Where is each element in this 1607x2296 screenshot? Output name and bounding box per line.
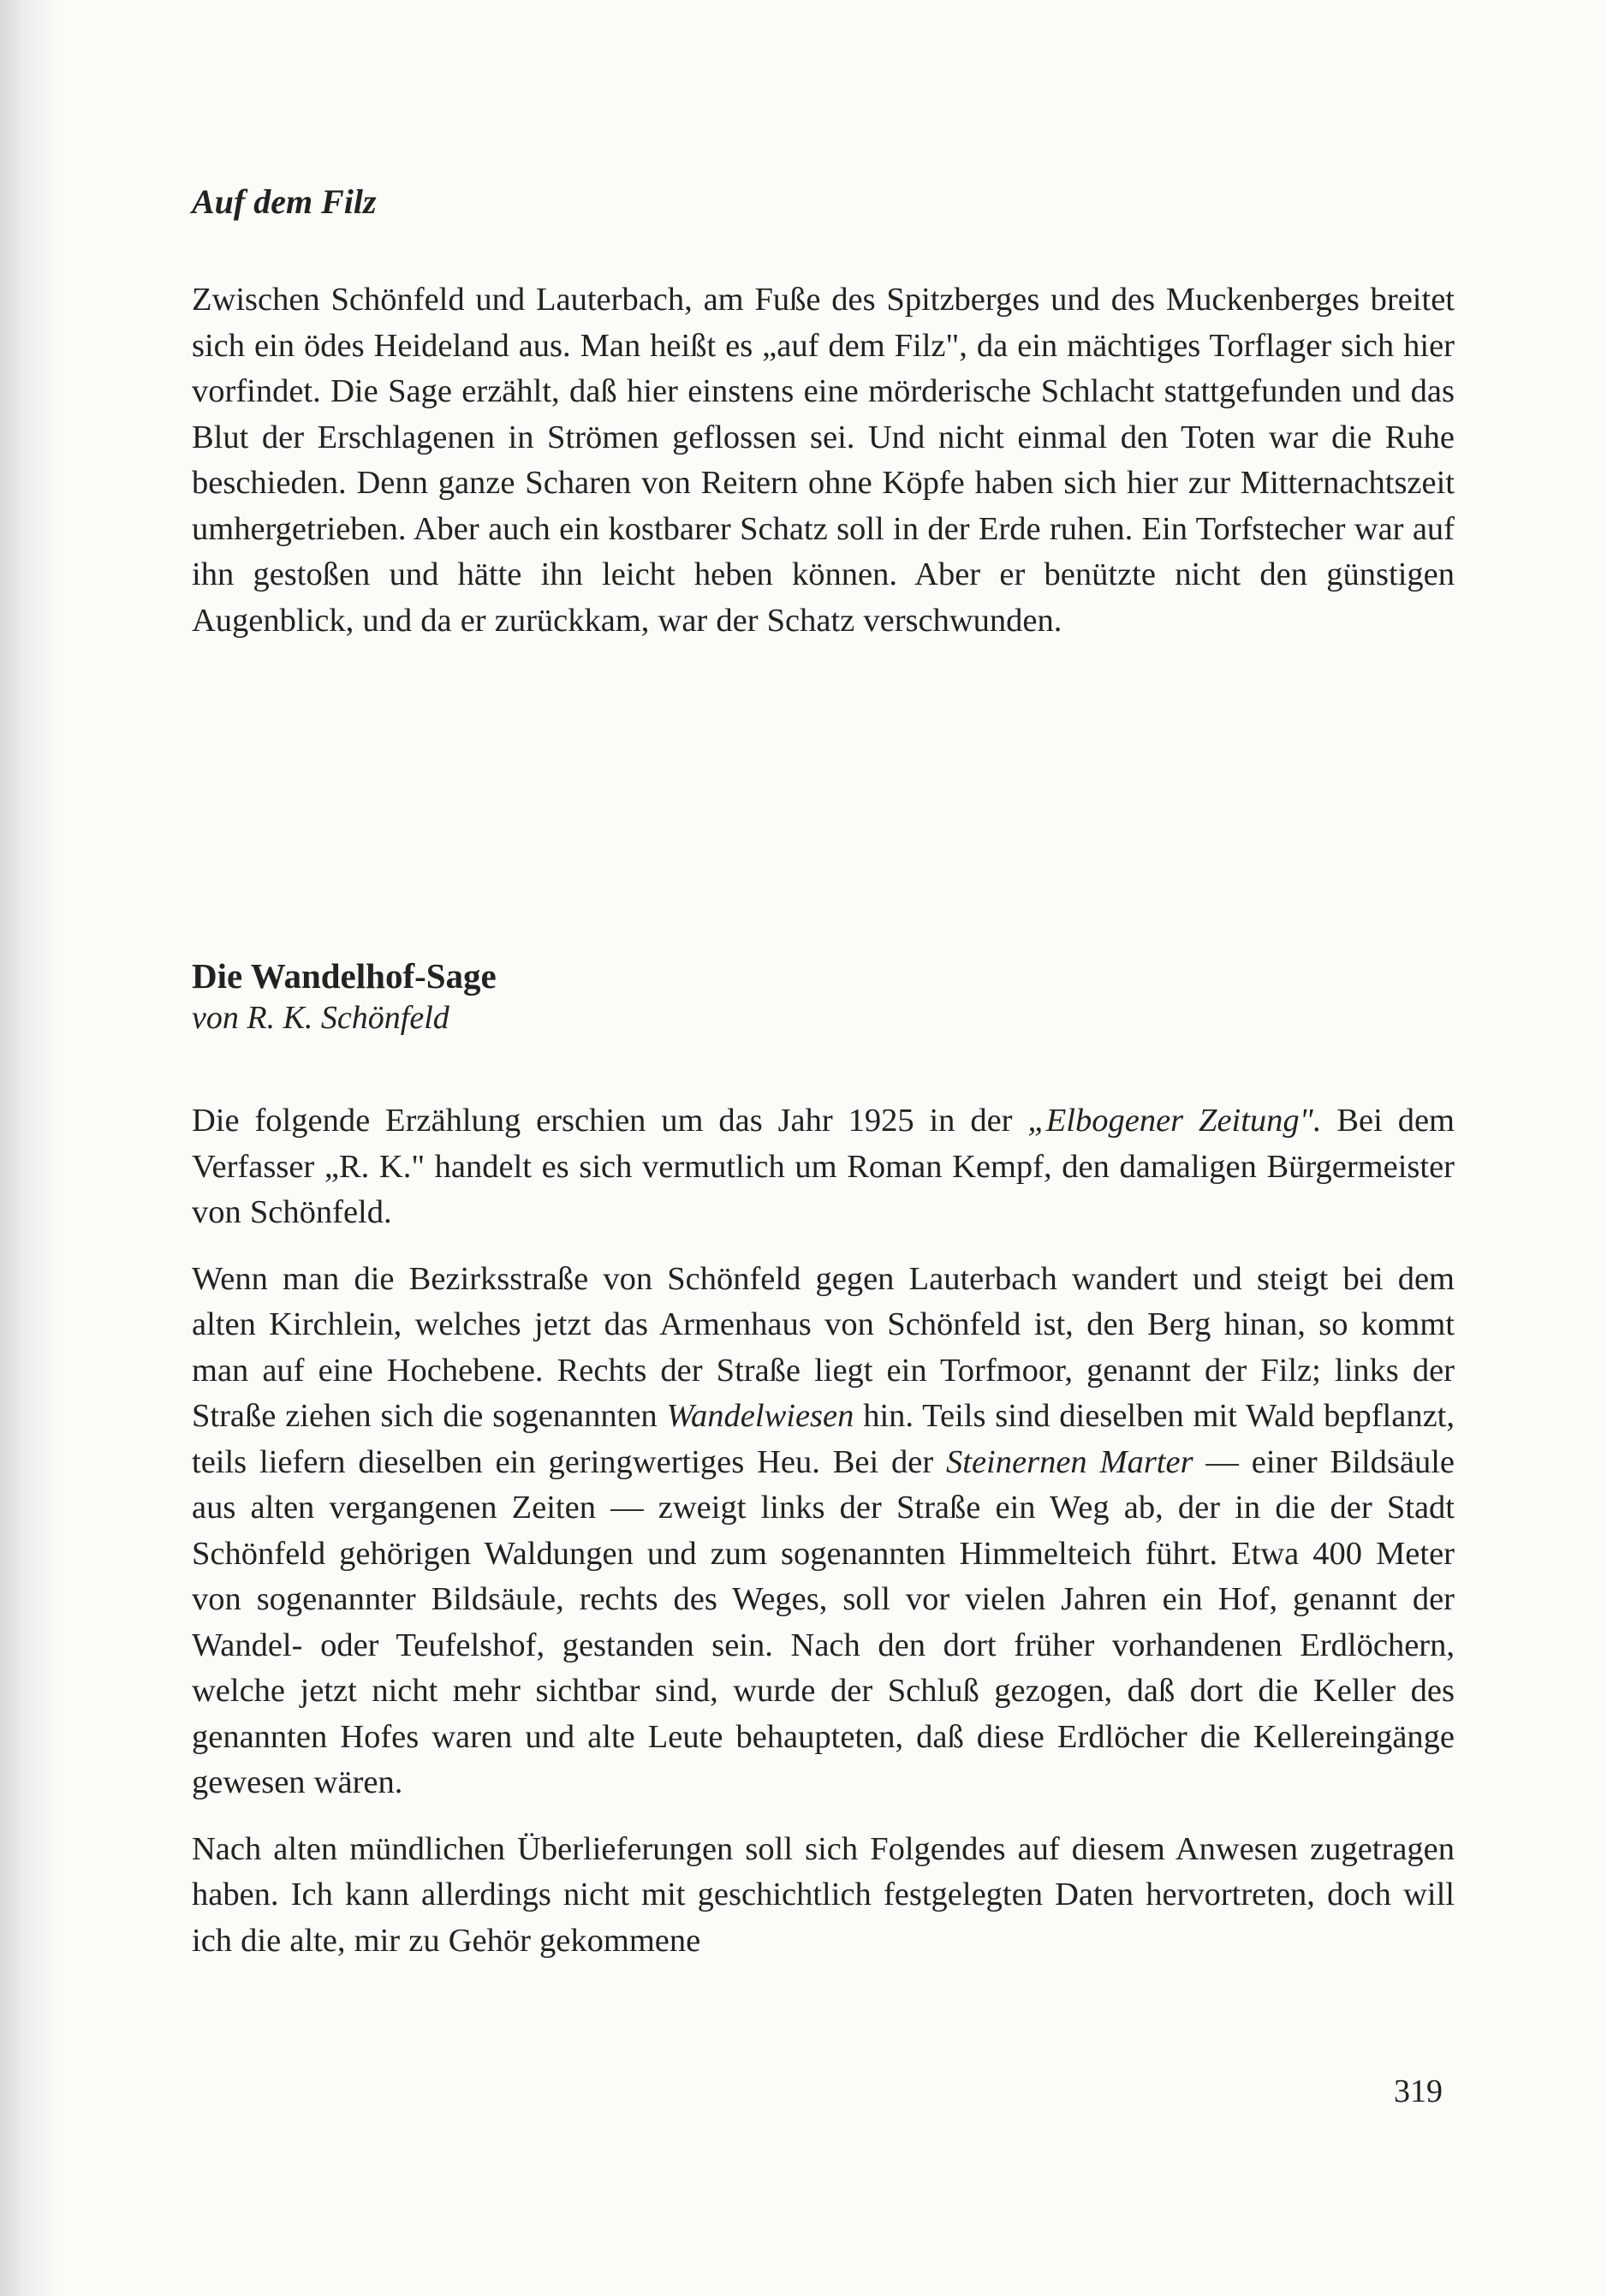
section-title: Auf dem Filz: [192, 182, 377, 221]
intro-paragraph: Die folgende Erzählung erschien um das Jahr 1925 in der „Elbogener Zeitung". Bei dem Verfasser „R. K." handelt es sich vermutlich um Roman Kempf, den damaligen Bürgermeister von Schönfeld.: [192, 1103, 1455, 1230]
newspaper-title: „Elbogener Zeitung".: [1027, 1103, 1322, 1139]
author-byline: von R. K. Schönfeld: [192, 1000, 449, 1036]
section-title: Die Wandelhof-Sage: [192, 956, 497, 996]
section-auf-dem-filz: [192, 181, 1455, 644]
page-number: 319: [1394, 2073, 1443, 2109]
place-name: Wandelwiesen: [666, 1398, 854, 1434]
place-name: Steinernen Marter: [946, 1443, 1193, 1480]
body-paragraph: Nach alten mündlichen Überlieferungen soll sich Folgendes auf diesem Anwesen zugetragen haben. Ich kann allerdings nicht mit geschichtlich festgelegten Daten hervortreten, doch will ich die alte, mir zu Gehör gekommene: [192, 1830, 1455, 1959]
section-wandelhof-sage: [192, 955, 1455, 1964]
page-edge-shadow: [0, 0, 60, 2296]
body-paragraph: Wenn man die Bezirksstraße von Schönfeld gegen Lauterbach wandert und steigt bei dem alten Kirchlein, welches jetzt das Armenhaus von Schönfeld ist, den Berg hinan, so kommt man auf eine Hochebene. Rechts der Straße liegt ein Torfmoor, genannt der Filz; links der Straße ziehen sich die sogenannten Wandelwiesen hin. Teils sind dieselben mit Wald bepflanzt, teils liefern dieselben ein geringwertiges Heu. Bei der Steinernen Marter — einer Bildsäule aus alten vergangenen Zeiten — zweigt links der Straße ein Weg ab, der in die der Stadt Schönfeld gehörigen Waldungen und zum sogenannten Himmelteich führt. Etwa 400 Meter von sogenannter Bildsäule, rechts des Weges, soll vor vielen Jahren ein Hof, genannt der Wandel- oder Teufelshof, gestanden sein. Nach den dort früher vorhandenen Erdlöchern, welche jetzt nicht mehr sichtbar sind, wurde der Schluß gezogen, daß dort die Keller des genannten Hofes waren und alte Leute behaupteten, daß diese Erdlöcher die Kellereingänge gewesen wären.: [192, 1260, 1455, 1800]
section-paragraph: Zwischen Schönfeld und Lauterbach, am Fuße des Spitzberges und des Muckenberges breitet sich ein ödes Heideland aus. Man heißt es „auf dem Filz", da ein mächtiges Torflager sich hier vorfindet. Die Sage erzählt, daß hier einstens eine mörderische Schlacht stattgefunden und das Blut der Erschlagenen in Strömen geflossen sei. Und nicht einmal den Toten war die Ruhe beschieden. Denn ganze Scharen von Reitern ohne Köpfe haben sich hier zur Mitternachtszeit umhergetrieben. Aber auch ein kostbarer Schatz soll in der Erde ruhen. Ein Torfstecher war auf ihn gestoßen und hätte ihn leicht heben können. Aber er benützte nicht den günstigen Augenblick, und da er zurückkam, war der Schatz verschwunden.: [192, 282, 1455, 639]
